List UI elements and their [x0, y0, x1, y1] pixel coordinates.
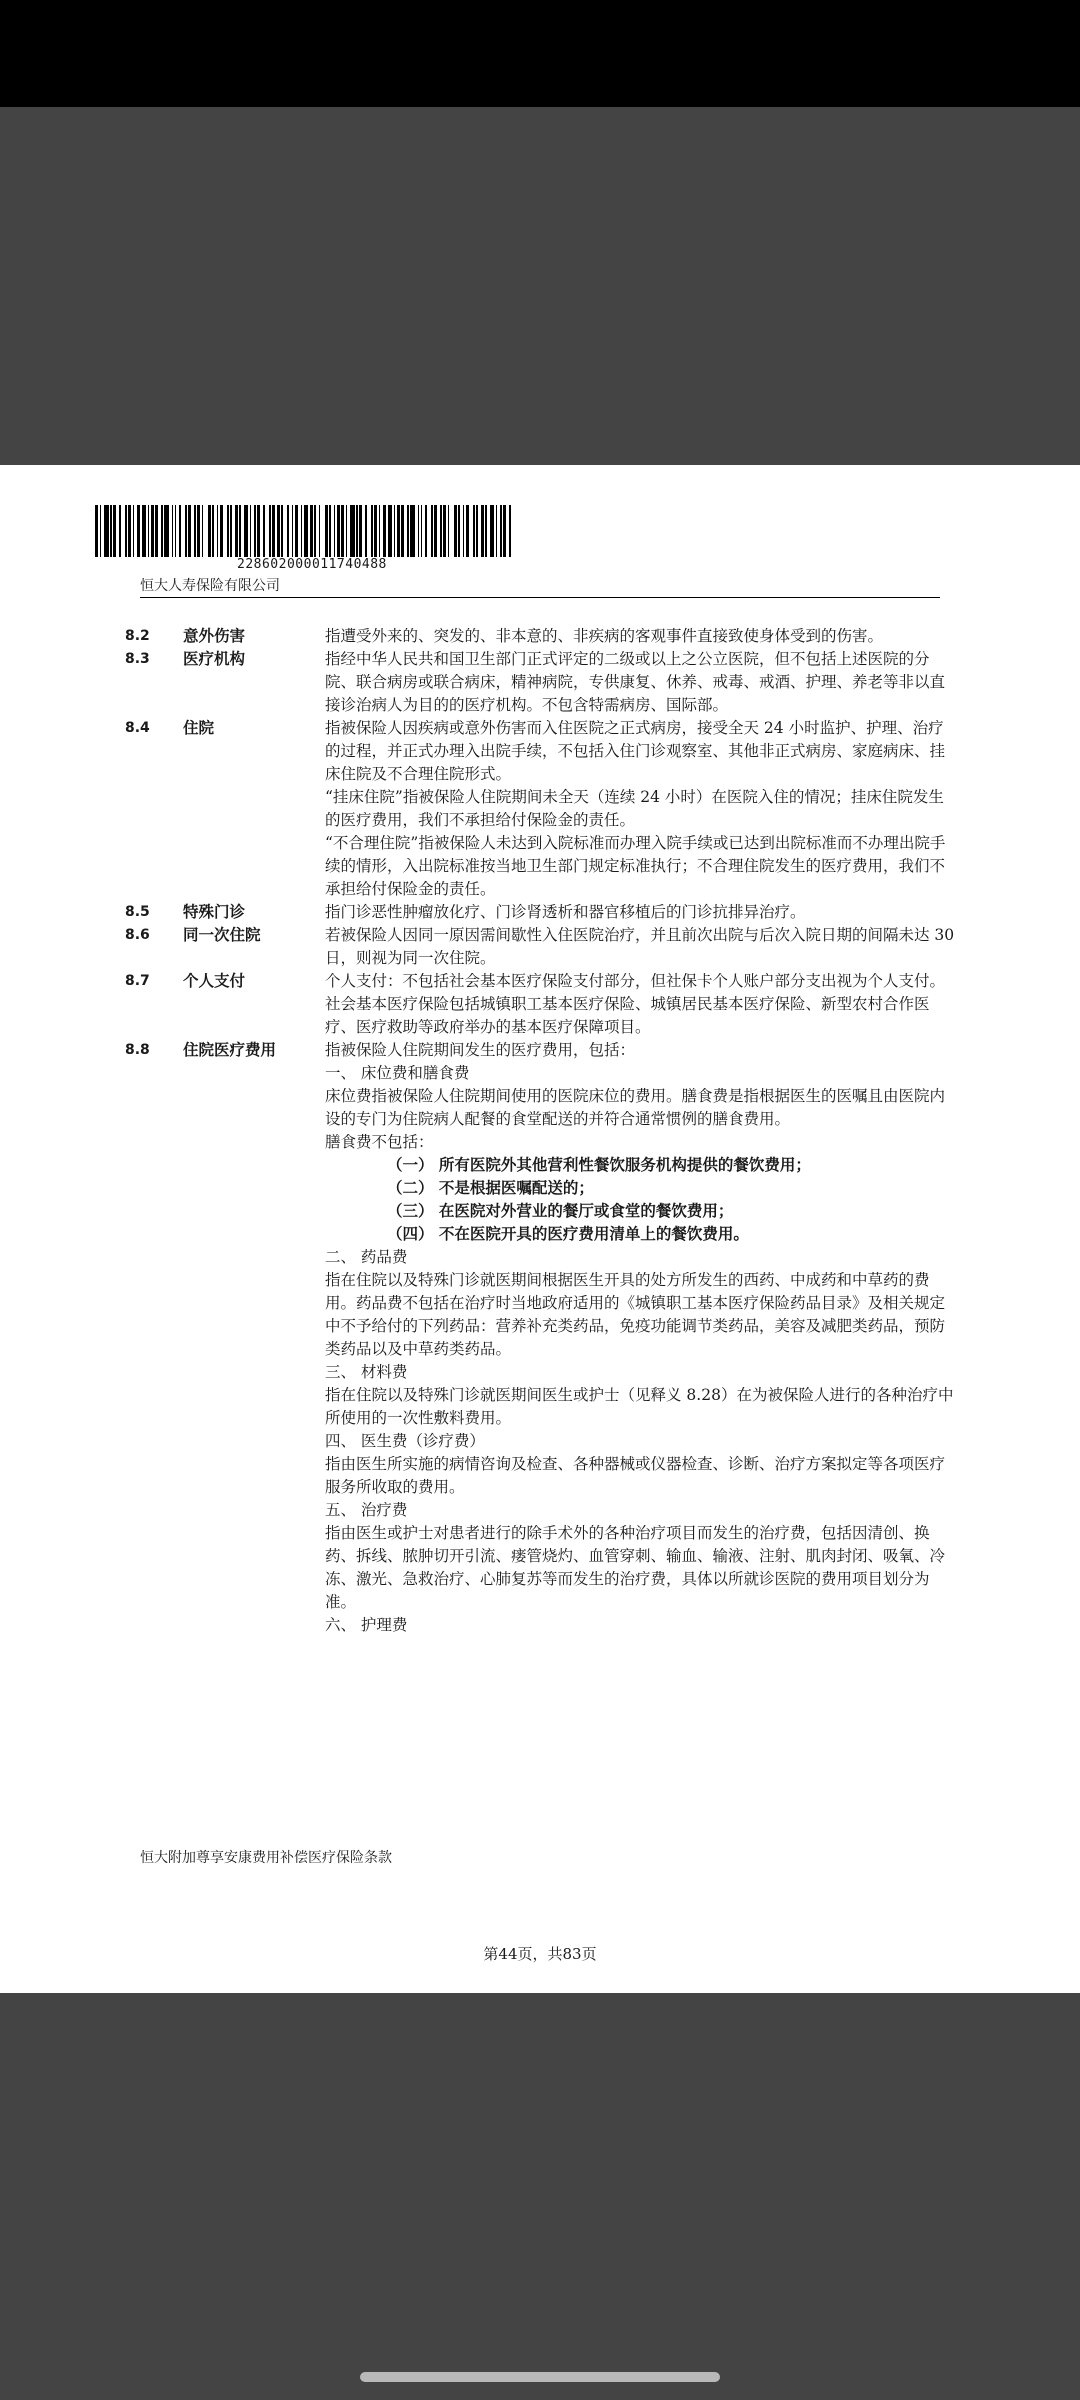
meal-exclusion-item: （四） 不在医院开具的医疗费用清单上的餐饮费用。: [387, 1225, 749, 1243]
fee-desc-treatment: 指由医生或护士对患者进行的除手术外的各种治疗项目而发生的治疗费，包括因清创、换药、拆线、脓肿切开引流、瘘管烧灼、血管穿刺、输血、输液、注射、肌肉封闭、吸氧、冷冻、激光、急救治疗、心肺复苏等而发生的治疗费，具体以所就诊医院的费用项目划分为准。: [325, 1524, 946, 1611]
page-number: 第44页，共83页: [483, 1945, 597, 1963]
clause-number: 8.5: [125, 904, 150, 920]
clause-text: 指遭受外来的、突发的、非本意的、非疾病的客观事件直接致使身体受到的伤害。: [325, 627, 884, 645]
clause-text: 个人支付：不包括社会基本医疗保险支付部分，但社保卡个人账户部分支出视为个人支付。: [325, 972, 946, 990]
clause-term: 住院医疗费用: [183, 1041, 277, 1059]
meal-exclusion-item: （一） 所有医院外其他营利性餐饮服务机构提供的餐饮费用；: [387, 1156, 811, 1174]
clause-text: 若被保险人因同一原因需间歇性入住医院治疗，并且前次出院与后次入院日期的间隔未达 30 日，则视为同一次住院。: [325, 926, 955, 967]
fee-heading-drug: 二、 药品费: [325, 1248, 408, 1266]
definition-8-8: [125, 1039, 955, 1637]
clause-number: 8.6: [125, 927, 150, 943]
definition-8-2: [125, 625, 955, 648]
fee-heading-material: 三、 材料费: [325, 1363, 408, 1381]
clause-term: 意外伤害: [183, 627, 246, 645]
fee-desc-doctor: 指由医生所实施的病情咨询及检查、各种器械或仪器检查、诊断、治疗方案拟定等各项医疗服务所收取的费用。: [325, 1455, 946, 1496]
home-indicator[interactable]: [360, 2372, 720, 2382]
definition-8-6: [125, 924, 955, 970]
clause-text: 指门诊恶性肿瘤放化疗、门诊肾透析和器官移植后的门诊抗排异治疗。: [325, 903, 806, 921]
clause-term: 医疗机构: [183, 650, 246, 668]
clause-term: 住院: [183, 719, 215, 737]
meal-exclusion-title: 膳食费不包括：: [325, 1133, 434, 1151]
fee-desc-material: 指在住院以及特殊门诊就医期间医生或护士（见释义 8.28）在为被保险人进行的各种治疗中所使用的一次性敷料费用。: [325, 1386, 954, 1427]
clause-text: “挂床住院”指被保险人住院期间未全天（连续 24 小时）在医院入住的情况；挂床住院发生的医疗费用，我们不承担给付保险金的责任。: [325, 788, 944, 829]
definition-8-5: [125, 901, 955, 924]
fee-desc-bed: 床位费指被保险人住院期间使用的医院床位的费用。膳食费是指根据医生的医嘱且由医院内设的专门为住院病人配餐的食堂配送的并符合通常惯例的膳食费用。: [325, 1087, 946, 1128]
viewer-background-top: [0, 107, 1080, 465]
status-bar-area: [0, 0, 1080, 107]
clause-text: 社会基本医疗保险包括城镇职工基本医疗保险、城镇居民基本医疗保险、新型农村合作医疗、医疗救助等政府举办的基本医疗保障项目。: [325, 995, 930, 1036]
header-divider: [140, 597, 940, 598]
clause-number: 8.8: [125, 1042, 150, 1058]
clause-number: 8.3: [125, 651, 150, 667]
clause-footer-name: 恒大附加尊享安康费用补偿医疗保险条款: [140, 1850, 392, 1866]
document-page: [0, 465, 1080, 1993]
definition-8-7: [125, 970, 955, 1039]
fee-heading-bed: 一、 床位费和膳食费: [325, 1064, 470, 1082]
clause-text: “不合理住院”指被保险人未达到入院标准而办理入院手续或已达到出院标准而不办理出院手续的情形，入出院标准按当地卫生部门规定标准执行；不合理住院发生的医疗费用，我们不承担给付保险金的责任。: [325, 834, 946, 898]
clause-number: 8.7: [125, 973, 150, 989]
clause-number: 8.2: [125, 628, 150, 644]
clause-term: 个人支付: [183, 972, 246, 990]
clause-term: 同一次住院: [183, 926, 261, 944]
fee-heading-doctor: 四、 医生费（诊疗费）: [325, 1432, 485, 1450]
fee-heading-treatment: 五、 治疗费: [325, 1501, 408, 1519]
meal-exclusion-item: （三） 在医院对外营业的餐厅或食堂的餐饮费用；: [387, 1202, 734, 1220]
clause-text: 指被保险人住院期间发生的医疗费用，包括：: [325, 1041, 636, 1059]
company-name: 恒大人寿保险有限公司: [140, 578, 280, 594]
fee-heading-nursing: 六、 护理费: [325, 1616, 408, 1634]
fee-desc-drug: 指在住院以及特殊门诊就医期间根据医生开具的处方所发生的西药、中成药和中草药的费用。药品费不包括在治疗时当地政府适用的《城镇职工基本医疗保险药品目录》及相关规定中不予给付的下列药品：营养补充类药品，免疫功能调节类药品，美容及减肥类药品，预防类药品以及中草药类药品。: [325, 1271, 946, 1358]
clause-text: 指经中华人民共和国卫生部门正式评定的二级或以上之公立医院，但不包括上述医院的分院、联合病房或联合病床，精神病院，专供康复、休养、戒毒、戒酒、护理、养老等非以直接诊治病人为目的的医疗机构。不包含特需病房、国际部。: [325, 650, 946, 714]
barcode-number: 22860200001174048‌8: [237, 557, 387, 572]
definition-8-4: [125, 717, 955, 901]
clause-content: [125, 625, 955, 1637]
clause-term: 特殊门诊: [183, 903, 246, 921]
viewer-background-bottom: [0, 1993, 1080, 2400]
clause-number: 8.4: [125, 720, 150, 736]
clause-text: 指被保险人因疾病或意外伤害而入住医院之正式病房，接受全天 24 小时监护、护理、治疗的过程，并正式办理入出院手续，不包括入住门诊观察室、其他非正式病房、家庭病床、挂床住院及不合理住院形式。: [325, 719, 946, 783]
barcode: [95, 505, 510, 557]
meal-exclusion-item: （二） 不是根据医嘱配送的；: [387, 1179, 594, 1197]
definition-8-3: [125, 648, 955, 717]
